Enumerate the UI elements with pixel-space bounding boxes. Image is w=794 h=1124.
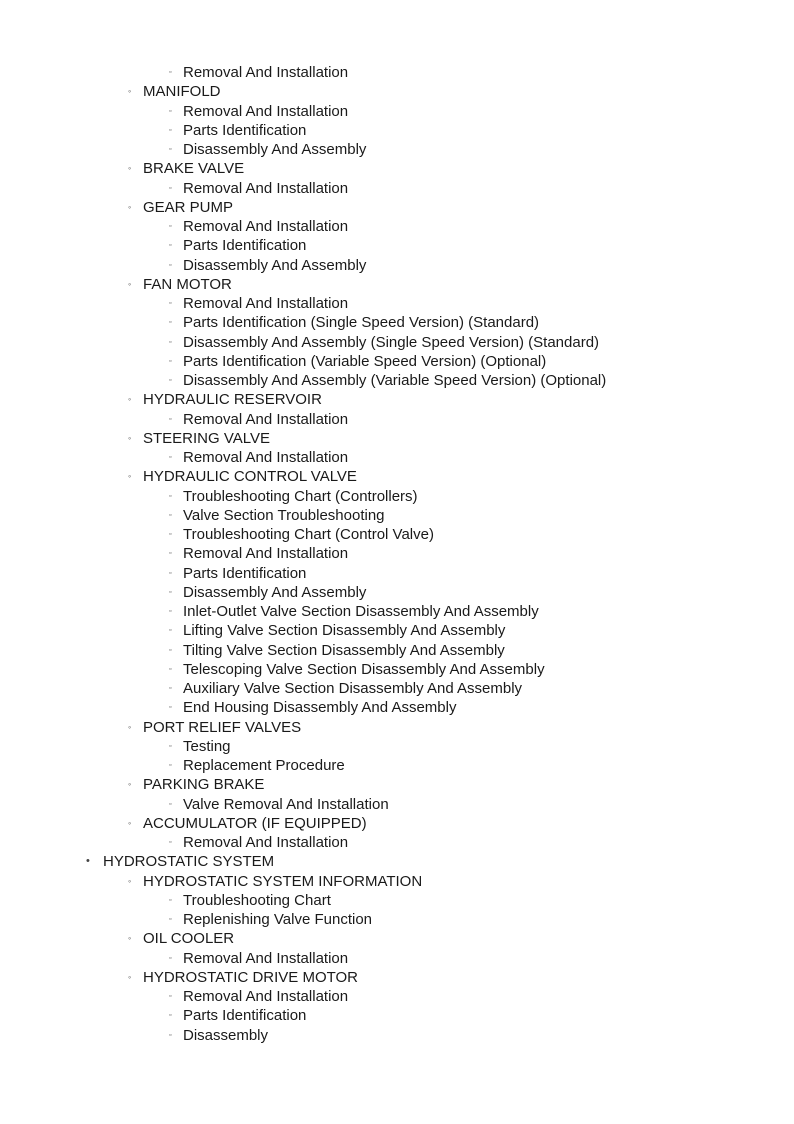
toc-entry-label: Lifting Valve Section Disassembly And Assembly [183, 622, 506, 640]
square-bullet-icon: ▫ [169, 685, 172, 692]
toc-entry-level-3[interactable] [0, 1026, 794, 1045]
square-bullet-icon: ▫ [169, 492, 172, 500]
toc-entry-label: Valve Section Troubleshooting [183, 506, 385, 524]
toc-entry-label: Parts Identification (Single Speed Version) (Standard) [183, 314, 540, 332]
toc-entry-level-3[interactable] [0, 352, 794, 371]
toc-entry-label: HYDRAULIC RESERVOIR [143, 391, 322, 409]
toc-entry-label: Removal And Installation [183, 179, 349, 197]
toc-entry-label: Tilting Valve Section Disassembly And Assembly [183, 641, 505, 659]
square-bullet-icon: ▫ [169, 261, 172, 269]
toc-entry-label: Parts Identification (Variable Speed Version) (Optional) [183, 352, 547, 370]
square-bullet-icon: ▫ [169, 704, 172, 712]
toc-entry-label: FAN MOTOR [143, 275, 232, 293]
circle-bullet-icon: ◦ [128, 971, 132, 982]
circle-bullet-icon: ◦ [128, 721, 132, 732]
toc-entry-label: Disassembly And Assembly [183, 141, 367, 158]
bullet-icon: • [86, 855, 90, 868]
toc-entry-level-3[interactable] [0, 333, 794, 352]
toc-entry-label: Replenishing Valve Function [183, 911, 373, 928]
toc-entry-level-3[interactable] [0, 795, 794, 814]
toc-entry-label: Parts Identification [183, 1007, 307, 1025]
square-bullet-icon: ▫ [169, 665, 172, 673]
toc-entry-label: Troubleshooting Chart [183, 891, 331, 909]
toc-entry-level-3[interactable] [0, 121, 794, 140]
toc-entry-level-2[interactable] [0, 929, 794, 948]
toc-entry-label: Valve Removal And Installation [183, 795, 389, 813]
toc-entry-level-2[interactable] [0, 390, 794, 409]
square-bullet-icon: ▫ [169, 569, 172, 577]
square-bullet-icon: ▫ [169, 1031, 172, 1039]
toc-entry-level-2[interactable] [0, 82, 794, 101]
toc-entry-label: Replacement Procedure [183, 757, 345, 774]
square-bullet-icon: ▫ [169, 511, 172, 519]
toc-entry-label: Removal And Installation [183, 102, 349, 120]
toc-entry-level-3[interactable] [0, 102, 794, 121]
toc-entry-label: Parts Identification [183, 121, 307, 139]
square-bullet-icon: ▫ [169, 896, 172, 904]
toc-entry-level-3[interactable] [0, 698, 794, 717]
toc-entry-label: Auxiliary Valve Section Disassembly And Assembly [183, 680, 523, 697]
toc-entry-level-3[interactable] [0, 737, 794, 756]
toc-entry-label: STEERING VALVE [143, 429, 270, 447]
square-bullet-icon: ▫ [169, 377, 172, 384]
circle-bullet-icon: ◦ [128, 86, 132, 97]
toc-entry-label: Removal And Installation [183, 834, 349, 851]
toc-entry-label: Removal And Installation [183, 410, 349, 428]
square-bullet-icon: ▫ [169, 69, 172, 76]
toc-entry-level-3[interactable] [0, 544, 794, 563]
toc-entry-level-3[interactable] [0, 583, 794, 602]
toc-entry-level-3[interactable] [0, 294, 794, 313]
toc-entry-label: Parts Identification [183, 237, 307, 255]
toc-entry-level-3[interactable] [0, 1006, 794, 1025]
toc-entry-label: Disassembly And Assembly [183, 256, 367, 274]
toc-entry-level-3[interactable] [0, 371, 794, 390]
toc-entry-level-2[interactable] [0, 467, 794, 486]
toc-entry-level-3[interactable] [0, 987, 794, 1006]
toc-entry-level-2[interactable] [0, 968, 794, 987]
square-bullet-icon: ▫ [169, 454, 172, 461]
square-bullet-icon: ▫ [169, 762, 172, 769]
toc-entry-level-3[interactable] [0, 256, 794, 275]
toc-entry-label: OIL COOLER [143, 930, 235, 948]
toc-entry-label: HYDROSTATIC SYSTEM INFORMATION [143, 872, 423, 890]
toc-entry-label: Removal And Installation [183, 949, 349, 967]
circle-bullet-icon: ◦ [128, 933, 132, 944]
toc-entry-level-3[interactable] [0, 833, 794, 852]
square-bullet-icon: ▫ [169, 107, 172, 115]
toc-entry-label: BRAKE VALVE [143, 160, 245, 178]
toc-entry-label: HYDROSTATIC SYSTEM [103, 853, 275, 871]
square-bullet-icon: ▫ [169, 415, 172, 423]
toc-entry-label: HYDRAULIC CONTROL VALVE [143, 468, 357, 486]
toc-entry-level-2[interactable] [0, 814, 794, 833]
square-bullet-icon: ▫ [169, 646, 172, 654]
toc-entry-level-3[interactable] [0, 487, 794, 506]
toc-entry-label: Removal And Installation [183, 64, 349, 81]
toc-entry-level-2[interactable] [0, 775, 794, 794]
toc-entry-level-2[interactable] [0, 159, 794, 178]
toc-entry-label: PARKING BRAKE [143, 776, 265, 794]
toc-entry-label: Removal And Installation [183, 449, 349, 466]
toc-entry-label: Troubleshooting Chart (Control Valve) [183, 526, 434, 543]
toc-entry-level-3[interactable] [0, 564, 794, 583]
square-bullet-icon: ▫ [169, 588, 172, 596]
toc-entry-label: Disassembly And Assembly (Single Speed Version) (Standard) [183, 333, 600, 351]
toc-entry-level-3[interactable] [0, 140, 794, 159]
square-bullet-icon: ▫ [169, 184, 172, 192]
circle-bullet-icon: ◦ [128, 432, 132, 443]
toc-entry-level-3[interactable] [0, 525, 794, 544]
toc-entry-label: MANIFOLD [143, 83, 221, 101]
toc-entry-level-3[interactable] [0, 236, 794, 255]
table-of-contents [0, 63, 794, 1045]
toc-entry-label: PORT RELIEF VALVES [143, 718, 302, 736]
toc-entry-label: Testing [183, 737, 231, 755]
square-bullet-icon: ▫ [169, 126, 172, 134]
square-bullet-icon: ▫ [169, 242, 172, 250]
toc-entry-label: Inlet-Outlet Valve Section Disassembly And Assembly [183, 603, 539, 620]
toc-entry-level-2[interactable] [0, 718, 794, 737]
toc-entry-label: HYDROSTATIC DRIVE MOTOR [143, 968, 359, 986]
toc-entry-label: Troubleshooting Chart (Controllers) [183, 487, 418, 505]
toc-entry-level-3[interactable] [0, 448, 794, 467]
toc-entry-label: Disassembly And Assembly (Variable Speed Version) (Optional) [183, 372, 607, 389]
square-bullet-icon: ▫ [169, 800, 172, 808]
square-bullet-icon: ▫ [169, 993, 172, 1000]
toc-entry-level-3[interactable] [0, 179, 794, 198]
toc-entry-level-3[interactable] [0, 217, 794, 236]
square-bullet-icon: ▫ [169, 531, 172, 538]
circle-bullet-icon: ◦ [128, 163, 132, 174]
toc-entry-label: ACCUMULATOR (IF EQUIPPED) [143, 814, 367, 832]
circle-bullet-icon: ◦ [128, 471, 132, 482]
toc-entry-level-3[interactable] [0, 63, 794, 82]
toc-entry-level-3[interactable] [0, 313, 794, 332]
toc-entry-level-1[interactable] [0, 852, 794, 871]
toc-entry-level-3[interactable] [0, 602, 794, 621]
toc-entry-level-2[interactable] [0, 198, 794, 217]
square-bullet-icon: ▫ [169, 742, 172, 750]
toc-entry-label: Removal And Installation [183, 218, 349, 235]
toc-entry-level-2[interactable] [0, 872, 794, 891]
toc-entry-level-2[interactable] [0, 275, 794, 294]
toc-entry-label: Parts Identification [183, 564, 307, 582]
toc-entry-level-3[interactable] [0, 679, 794, 698]
circle-bullet-icon: ◦ [128, 394, 132, 405]
toc-entry-level-3[interactable] [0, 621, 794, 640]
toc-entry-level-3[interactable] [0, 910, 794, 929]
square-bullet-icon: ▫ [169, 627, 172, 635]
square-bullet-icon: ▫ [169, 357, 172, 365]
toc-entry-label: Removal And Installation [183, 988, 349, 1005]
square-bullet-icon: ▫ [169, 319, 172, 327]
square-bullet-icon: ▫ [169, 839, 172, 846]
square-bullet-icon: ▫ [169, 916, 172, 923]
circle-bullet-icon: ◦ [128, 875, 132, 886]
toc-entry-level-3[interactable] [0, 660, 794, 679]
square-bullet-icon: ▫ [169, 223, 172, 230]
toc-entry-level-3[interactable] [0, 949, 794, 968]
toc-entry-level-3[interactable] [0, 891, 794, 910]
square-bullet-icon: ▫ [169, 300, 172, 307]
square-bullet-icon: ▫ [169, 338, 172, 346]
toc-entry-level-3[interactable] [0, 506, 794, 525]
toc-entry-label: Removal And Installation [183, 295, 349, 312]
circle-bullet-icon: ◦ [128, 201, 132, 212]
toc-entry-label: Telescoping Valve Section Disassembly And Assembly [183, 660, 545, 678]
square-bullet-icon: ▫ [169, 550, 172, 558]
circle-bullet-icon: ◦ [128, 278, 132, 289]
toc-entry-label: End Housing Disassembly And Assembly [183, 699, 457, 717]
toc-entry-level-2[interactable] [0, 429, 794, 448]
circle-bullet-icon: ◦ [128, 779, 132, 790]
square-bullet-icon: ▫ [169, 146, 172, 153]
toc-entry-level-3[interactable] [0, 756, 794, 775]
square-bullet-icon: ▫ [169, 1012, 172, 1020]
square-bullet-icon: ▫ [169, 608, 172, 615]
toc-entry-label: Disassembly [183, 1026, 269, 1044]
circle-bullet-icon: ◦ [128, 817, 132, 828]
toc-entry-level-3[interactable] [0, 410, 794, 429]
toc-entry-label: Disassembly And Assembly [183, 583, 367, 601]
toc-entry-level-3[interactable] [0, 641, 794, 660]
toc-entry-label: Removal And Installation [183, 545, 349, 563]
square-bullet-icon: ▫ [169, 954, 172, 962]
toc-entry-label: GEAR PUMP [143, 198, 234, 216]
